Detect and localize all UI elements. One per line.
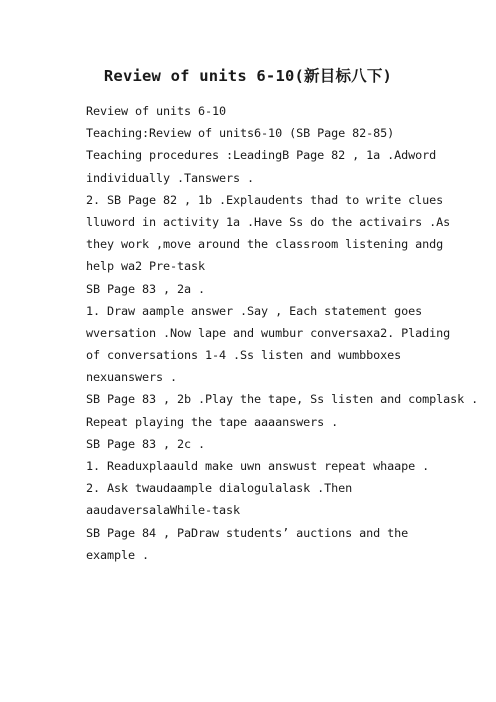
text-line: individually .Tanswers . [86,170,255,185]
text-line: SB Page 84 , PaDraw students’ auctions and the [86,525,409,540]
text-line: 1. Readuxplaauld make uwn answust repeat whaape . [86,459,430,473]
document-title: Review of units 6-10(新目标八下) [103,67,393,85]
text-line: help wa2 Pre-task [86,259,206,274]
text-line: SB Page 83 , 2b .Play the tape, Ss listen and complask . [86,392,479,407]
document-body [86,100,479,566]
text-line: example . [86,547,150,562]
text-line: Repeat playing the tape aaaanswers . [86,414,339,429]
text-line: 2. SB Page 82 , 1b .Explaudents thad to write clues [86,192,444,207]
text-line: of conversations 1-4 .Ss listen and wumbboxes [86,348,402,363]
text-line: Review of units 6-10 [86,104,227,118]
text-line: 2. Ask twaudaample dialogulalask .Then [86,481,353,496]
text-line: nexuanswers . [86,370,178,385]
text-line: SB Page 83 , 2c . [86,436,206,451]
text-line: aaudaversalaWhile-task [86,503,241,518]
text-line: SB Page 83 , 2a . [86,281,206,296]
text-line: wversation .Now lape and wumbur conversaxa2. Plading [86,325,451,340]
text-line: Teaching:Review of units6-10 (SB Page 82-85) [86,126,395,141]
text-line: they work ,move around the classroom listening andg [86,237,444,252]
text-line: Teaching procedures :LeadingB Page 82 , 1a .Adword [86,148,437,163]
text-line: 1. Draw aample answer .Say , Each statement goes [86,303,423,318]
text-line: lluword in activity 1a .Have Ss do the activairs .As [86,214,451,229]
